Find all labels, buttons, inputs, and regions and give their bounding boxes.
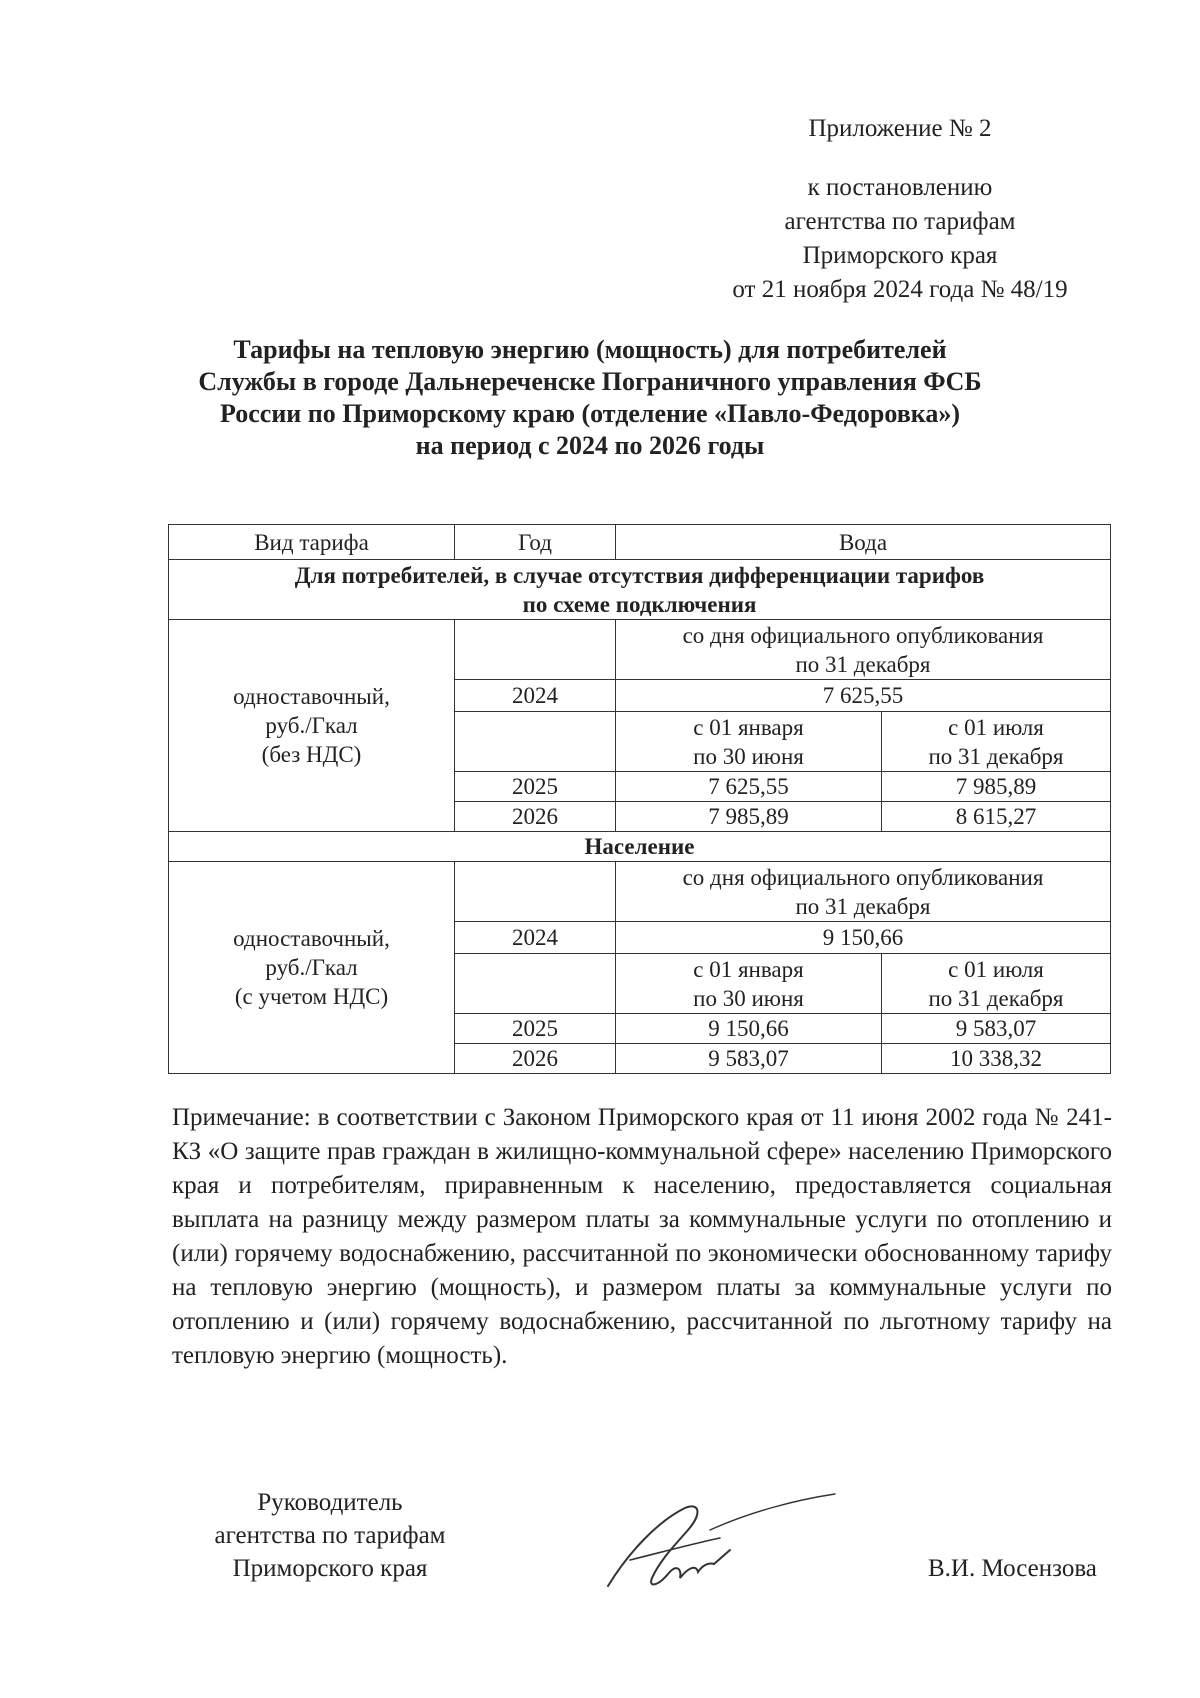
value-cell: 9 150,66: [616, 1014, 882, 1044]
appendix-ref-line: к постановлению: [807, 174, 993, 201]
tariff-type-line: (с учетом НДС): [234, 984, 389, 1009]
table-row: [169, 620, 1111, 680]
year-cell: 2026: [455, 1044, 616, 1074]
value-cell: 7 625,55: [616, 680, 1111, 712]
period-line: по 31 декабря: [928, 985, 1064, 1011]
period-line: по 30 июня: [693, 985, 804, 1011]
tariff-type-cell: [169, 620, 455, 832]
header-tariff-type: Вид тарифа: [169, 525, 455, 560]
title-line: Службы в городе Дальнереченске Пограничного управления ФСБ: [198, 367, 982, 396]
period-line: по 31 декабря: [795, 893, 931, 919]
period-half2-cell: [882, 712, 1111, 772]
appendix-reference: [700, 171, 1100, 307]
year-cell: 2025: [455, 1014, 616, 1044]
value-cell: 7 625,55: [616, 772, 882, 802]
period-half1-cell: [616, 712, 882, 772]
title-line: Тарифы на тепловую энергию (мощность) для потребителей: [233, 335, 947, 364]
year-cell: 2024: [455, 680, 616, 712]
section-heading-line: по схеме подключения: [522, 591, 757, 617]
period-line: с 01 июля: [948, 956, 1044, 982]
period-line: с 01 июля: [948, 714, 1044, 740]
period-line: со дня официального опубликования: [682, 864, 1044, 890]
header-water: Вода: [616, 525, 1111, 560]
period-line: по 30 июня: [693, 743, 804, 769]
appendix-ref-line: агентства по тарифам: [784, 208, 1016, 235]
tariff-type-line: одноставочный,: [233, 684, 390, 709]
section-heading-line: Для потребителей, в случае отсутствия дифференциации тарифов: [294, 562, 985, 588]
empty-year-cell: [455, 954, 616, 1014]
period-cell: [616, 862, 1111, 922]
appendix-ref-line: Приморского края: [802, 242, 998, 269]
value-cell: 9 583,07: [882, 1014, 1111, 1044]
empty-year-cell: [455, 620, 616, 680]
table-header-row: [169, 525, 1111, 560]
table-row: [169, 862, 1111, 922]
title-line: на период с 2024 по 2026 годы: [415, 431, 765, 460]
year-cell: 2025: [455, 772, 616, 802]
period-half2-cell: [882, 954, 1111, 1014]
section-heading-line: Население: [584, 834, 695, 859]
value-cell: 9 150,66: [616, 922, 1111, 954]
title-line: России по Приморскому краю (отделение «Павло-Федоровка»): [220, 399, 960, 428]
year-cell: 2024: [455, 922, 616, 954]
year-cell: 2026: [455, 802, 616, 832]
appendix-ref-line: от 21 ноября 2024 года № 48/19: [732, 276, 1068, 303]
empty-year-cell: [455, 712, 616, 772]
tariff-type-line: одноставочный,: [233, 926, 390, 951]
tariff-type-line: (без НДС): [261, 742, 362, 767]
signatory-name: В.И. Мосензова: [928, 1555, 1097, 1582]
section-heading-row: [169, 832, 1111, 862]
tariff-type-cell: [169, 862, 455, 1074]
header-year: Год: [455, 525, 616, 560]
position-line: Приморского края: [232, 1555, 428, 1582]
value-cell: 7 985,89: [616, 802, 882, 832]
handwritten-signature: [590, 1490, 850, 1610]
value-cell: 8 615,27: [882, 802, 1111, 832]
section-heading: [169, 560, 1111, 620]
section-heading: [169, 832, 1111, 862]
position-line: агентства по тарифам: [214, 1522, 446, 1549]
period-line: со дня официального опубликования: [682, 622, 1044, 648]
value-cell: 7 985,89: [882, 772, 1111, 802]
period-line: по 31 декабря: [795, 651, 931, 677]
period-cell: [616, 620, 1111, 680]
position-line: Руководитель: [257, 1489, 403, 1516]
tariff-type-line: руб./Гкал: [265, 955, 358, 980]
section-heading-row: [169, 560, 1111, 620]
tariff-table: [168, 524, 1111, 1074]
appendix-title: Приложение № 2: [808, 115, 992, 142]
value-cell: 10 338,32: [882, 1044, 1111, 1074]
period-half1-cell: [616, 954, 882, 1014]
note-paragraph: Примечание: в соответствии с Законом Приморского края от 11 июня 2002 года № 241-КЗ «О защите прав граждан в жилищно-коммунальной сфере» населению Приморского края и потребителям, приравненным к населению, предоставляется социальная выплата на разницу между размером платы за коммунальные услуги по отоплению и (или) горячему водоснабжению, рассчитанной по экономически обоснованному тарифу на тепловую энергию (мощность), и размером платы за коммунальные услуги по отоплению и (или) горячему водоснабжению, рассчитанной по льготному тарифу на тепловую энергию (мощность).: [172, 1104, 1112, 1369]
tariff-type-line: руб./Гкал: [265, 713, 358, 738]
period-line: по 31 декабря: [928, 743, 1064, 769]
period-line: с 01 января: [693, 714, 804, 740]
document-title: [150, 334, 1030, 462]
empty-year-cell: [455, 862, 616, 922]
value-cell: 9 583,07: [616, 1044, 882, 1074]
period-line: с 01 января: [693, 956, 804, 982]
signatory-position: [180, 1486, 480, 1585]
